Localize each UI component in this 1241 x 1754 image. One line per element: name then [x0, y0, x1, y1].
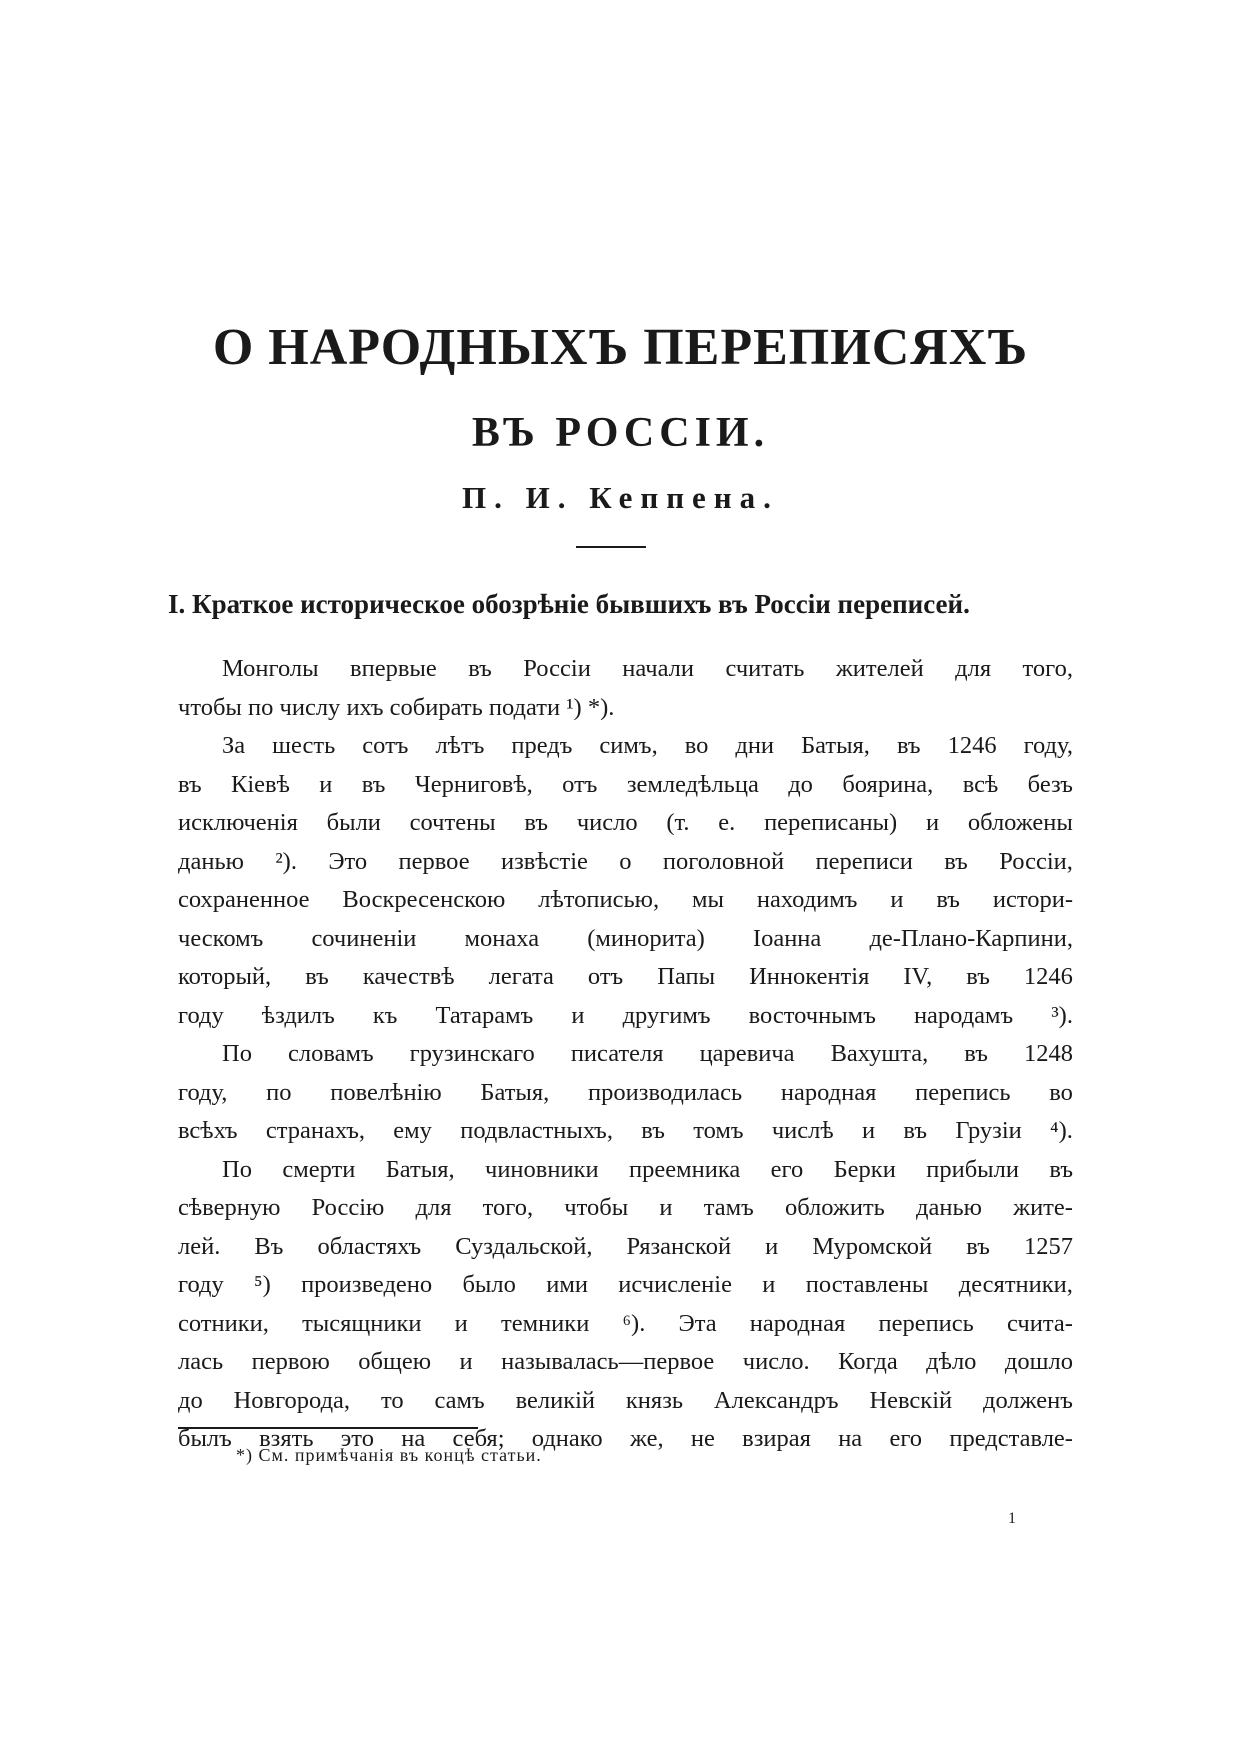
word: по — [266, 1078, 292, 1106]
word: и — [319, 770, 333, 798]
word: Вахушта, — [830, 1040, 929, 1067]
word: числу — [279, 693, 341, 721]
word: ⁶). — [622, 1309, 646, 1337]
body-text — [178, 650, 1073, 1459]
word: великій — [515, 1386, 596, 1414]
word: лась — [178, 1348, 224, 1375]
text-line — [178, 650, 1073, 689]
word: Татарамъ — [435, 1001, 534, 1029]
word: дни — [735, 732, 775, 759]
word: и — [659, 1194, 673, 1221]
word: словамъ — [287, 1040, 374, 1067]
word: (минорита) — [587, 924, 705, 952]
word: боярина, — [842, 770, 934, 798]
word: ²). — [275, 847, 297, 875]
text-line — [178, 766, 1073, 805]
text-line — [178, 689, 1073, 728]
word: въ — [966, 1232, 990, 1260]
word: производилась — [588, 1078, 743, 1106]
word: жителей — [835, 655, 924, 682]
word: дошло — [1004, 1348, 1073, 1375]
word: Берки — [833, 1155, 896, 1183]
text-line — [178, 804, 1073, 843]
word: первое — [398, 847, 470, 875]
word: По — [222, 1040, 252, 1067]
word: Это — [328, 847, 368, 875]
word: перепись — [915, 1078, 1011, 1106]
word: По — [222, 1155, 252, 1183]
word: до — [788, 770, 813, 798]
word: извѣстіе — [500, 847, 588, 875]
word: на — [838, 1425, 863, 1452]
word: и — [762, 1271, 776, 1298]
word: лѣтописью, — [538, 886, 660, 913]
word: ческомъ — [178, 924, 264, 952]
word: до — [178, 1386, 203, 1414]
word: были — [326, 809, 381, 836]
word: поголовной — [662, 847, 785, 875]
word: Новгорода, — [233, 1386, 351, 1414]
word: Грузіи — [955, 1117, 1022, 1144]
word: Россіи — [523, 655, 591, 682]
word: Россію — [311, 1194, 385, 1221]
word: 1246 — [947, 732, 997, 759]
word: монаха — [464, 924, 540, 952]
word: ѣздилъ — [261, 1001, 335, 1029]
word: 1246 — [1023, 963, 1073, 990]
word: и — [925, 809, 940, 836]
word: тамъ — [703, 1194, 754, 1221]
word: въ — [305, 963, 329, 990]
word: де-Плано-Карпини, — [869, 924, 1073, 952]
word: и — [454, 1309, 468, 1337]
word: IV, — [903, 963, 933, 990]
word: преемника — [629, 1155, 741, 1183]
word: для — [955, 655, 992, 682]
word: ³). — [1051, 1001, 1073, 1029]
word: чтобы — [564, 1194, 629, 1221]
word: долженъ — [983, 1386, 1073, 1414]
text-line — [178, 1074, 1073, 1113]
word: число — [576, 809, 638, 836]
word: ими — [546, 1271, 588, 1298]
word: году — [178, 1271, 224, 1298]
title-divider — [576, 546, 646, 548]
word: ему — [393, 1117, 432, 1144]
word: данью — [178, 847, 244, 875]
word: 1257 — [1023, 1232, 1073, 1260]
word: и — [890, 886, 904, 913]
text-line — [178, 1151, 1073, 1190]
word: грузинскаго — [409, 1040, 535, 1067]
word: первою — [251, 1348, 330, 1375]
word: же, — [629, 1425, 664, 1452]
word: во — [1049, 1078, 1073, 1106]
word: Россіи, — [999, 847, 1073, 875]
text-line — [178, 727, 1073, 766]
word: земледѣльца — [626, 770, 759, 798]
word: сѣверную — [178, 1194, 281, 1221]
word: смерти — [282, 1155, 356, 1183]
word: чтобы — [178, 693, 242, 721]
word: въ — [903, 1117, 928, 1144]
word: на — [401, 1425, 426, 1452]
word: и — [765, 1232, 779, 1260]
word: обложить — [784, 1194, 885, 1221]
word: Александръ — [713, 1386, 839, 1414]
word: За — [222, 732, 246, 759]
word: о — [619, 847, 632, 875]
article-author: П. И. Кеппена. — [462, 480, 779, 515]
word: жите- — [1013, 1194, 1073, 1221]
text-line — [178, 1228, 1073, 1267]
article-subtitle: ВЪ РОССІИ. — [471, 410, 770, 456]
word: ¹) — [566, 693, 582, 721]
word: въ — [524, 809, 549, 836]
text-line — [178, 958, 1073, 997]
word: шесть — [272, 732, 336, 759]
footnote-divider — [178, 1427, 478, 1429]
word: въ — [178, 770, 202, 798]
word: дѣло — [926, 1348, 977, 1375]
word: темники — [500, 1309, 590, 1337]
word: въ — [896, 732, 921, 759]
word: всѣ — [962, 770, 999, 798]
text-line — [178, 920, 1073, 959]
word: взирая — [742, 1425, 811, 1452]
word: лей. — [178, 1232, 221, 1260]
word: народамъ — [913, 1001, 1014, 1029]
word: переписи — [815, 847, 913, 875]
word: подвластныхъ, — [460, 1117, 613, 1144]
text-line — [178, 1189, 1073, 1228]
page-mark: 1 — [1008, 1510, 1016, 1527]
word: е. — [718, 809, 736, 836]
word: прибыли — [926, 1155, 1019, 1183]
word: начали — [622, 655, 695, 682]
word: чиновники — [485, 1155, 599, 1183]
word: то — [380, 1386, 404, 1414]
word: сочиненіи — [311, 924, 417, 952]
word: князь — [625, 1386, 684, 1414]
word: *). — [587, 693, 615, 721]
word: взять — [259, 1425, 314, 1452]
word: впервые — [350, 655, 437, 682]
word: переписаны) — [764, 809, 898, 836]
word: называлась—первое — [501, 1348, 715, 1375]
word: сохраненное — [178, 886, 310, 913]
text-line — [178, 1266, 1073, 1305]
word: себя; — [452, 1425, 505, 1452]
word: качествѣ — [362, 963, 455, 990]
word: Батыя, — [801, 732, 870, 759]
word: однако — [531, 1425, 603, 1452]
word: ⁵) — [254, 1271, 271, 1298]
word: томъ — [693, 1117, 744, 1144]
word: его — [889, 1425, 923, 1452]
word: тысящники — [302, 1309, 422, 1337]
word: отъ — [562, 770, 598, 798]
word: народная — [780, 1078, 877, 1106]
word: лѣтъ — [435, 732, 485, 759]
word: легата — [488, 963, 554, 990]
word: самъ — [434, 1386, 485, 1414]
word: симъ, — [599, 732, 658, 759]
word: Муромской — [812, 1232, 933, 1260]
word: находимъ — [756, 886, 858, 913]
word: въ — [944, 847, 968, 875]
word: исчисленіе — [618, 1271, 732, 1298]
word: число. — [742, 1348, 810, 1375]
word: въ — [468, 655, 492, 682]
word: странахъ, — [265, 1117, 365, 1144]
word: Когда — [838, 1348, 898, 1375]
word: и — [861, 1117, 876, 1144]
word: въ — [641, 1117, 665, 1144]
word: народная — [749, 1309, 846, 1337]
word: который, — [178, 963, 272, 990]
word: въ — [361, 770, 386, 798]
word: сочтены — [409, 809, 496, 836]
text-line — [178, 843, 1073, 882]
word: въ — [936, 886, 960, 913]
word: мы — [692, 886, 724, 913]
word: Рязанской — [626, 1232, 732, 1260]
word: ихъ — [346, 693, 384, 721]
word: десятники, — [958, 1271, 1073, 1298]
word: Суздальской, — [455, 1232, 593, 1260]
word: поставлены — [805, 1271, 929, 1298]
word: году, — [1023, 732, 1073, 759]
word: Кіевѣ — [231, 770, 290, 798]
word: восточнымъ — [748, 1001, 876, 1029]
word: его — [770, 1155, 804, 1183]
word: былъ — [178, 1425, 232, 1452]
word: предъ — [511, 732, 573, 759]
word: другимъ — [622, 1001, 711, 1029]
word: произведено — [301, 1271, 433, 1298]
article-title: О НАРОДНЫХЪ ПЕРЕПИСЯХЪ — [212, 319, 1029, 376]
word: считать — [725, 655, 805, 682]
word: числѣ — [771, 1117, 834, 1144]
word: во — [684, 732, 709, 759]
word: сотники, — [178, 1309, 269, 1337]
word: Батыя, — [385, 1155, 455, 1183]
word: въ — [964, 1040, 988, 1067]
word: отъ — [587, 963, 624, 990]
word: и — [459, 1348, 473, 1375]
word: обложены — [967, 809, 1073, 836]
word: Батыя, — [480, 1078, 550, 1106]
word: для — [415, 1194, 452, 1221]
word: году, — [178, 1078, 228, 1106]
word: Воскресенскою — [342, 886, 506, 913]
word: писателя — [570, 1040, 664, 1067]
word: къ — [372, 1001, 398, 1029]
word: Иннокентія — [749, 963, 870, 990]
word: всѣхъ — [178, 1117, 238, 1144]
word: сотъ — [362, 732, 409, 759]
text-line — [178, 881, 1073, 920]
word: (т. — [666, 809, 690, 836]
word: данью — [916, 1194, 982, 1221]
word: того, — [1022, 655, 1073, 682]
word: повелѣнію — [330, 1078, 442, 1106]
word: по — [248, 693, 274, 721]
word: собирать — [389, 693, 483, 721]
section-heading: I. Краткое историческое обозрѣніе бывшихъ въ Россіи переписей. — [168, 589, 970, 619]
word: Невскій — [869, 1386, 953, 1414]
text-line — [178, 997, 1073, 1036]
word: того, — [482, 1194, 534, 1221]
word: и — [571, 1001, 585, 1029]
word: Черниговѣ, — [414, 770, 533, 798]
word: подати — [488, 693, 561, 721]
word: не — [690, 1425, 715, 1452]
word: Эта — [678, 1309, 717, 1337]
word: безъ — [1027, 770, 1073, 798]
text-line — [178, 1035, 1073, 1074]
word: истори- — [992, 886, 1073, 913]
word: областяхъ — [317, 1232, 422, 1260]
word: въ — [1049, 1155, 1073, 1183]
word: было — [462, 1271, 516, 1298]
word: счита- — [1007, 1309, 1073, 1337]
word: царевича — [699, 1040, 795, 1067]
word: перепись — [878, 1309, 974, 1337]
footnote: *) См. примѣчанія въ концѣ статьи. — [236, 1445, 542, 1465]
word: въ — [966, 963, 990, 990]
word: общею — [358, 1348, 432, 1375]
word: Въ — [254, 1232, 284, 1260]
text-line — [178, 1382, 1073, 1421]
word: это — [340, 1425, 374, 1452]
text-line — [178, 1343, 1073, 1382]
text-line — [178, 1305, 1073, 1344]
word: представле- — [949, 1425, 1073, 1452]
word: Монголы — [222, 655, 319, 682]
text-line — [178, 1112, 1073, 1151]
word: ⁴). — [1050, 1117, 1073, 1144]
word: Іоанна — [752, 924, 822, 952]
word: 1248 — [1023, 1040, 1073, 1067]
word: исключенія — [178, 809, 298, 836]
word: году — [178, 1001, 224, 1029]
word: Папы — [657, 963, 716, 990]
